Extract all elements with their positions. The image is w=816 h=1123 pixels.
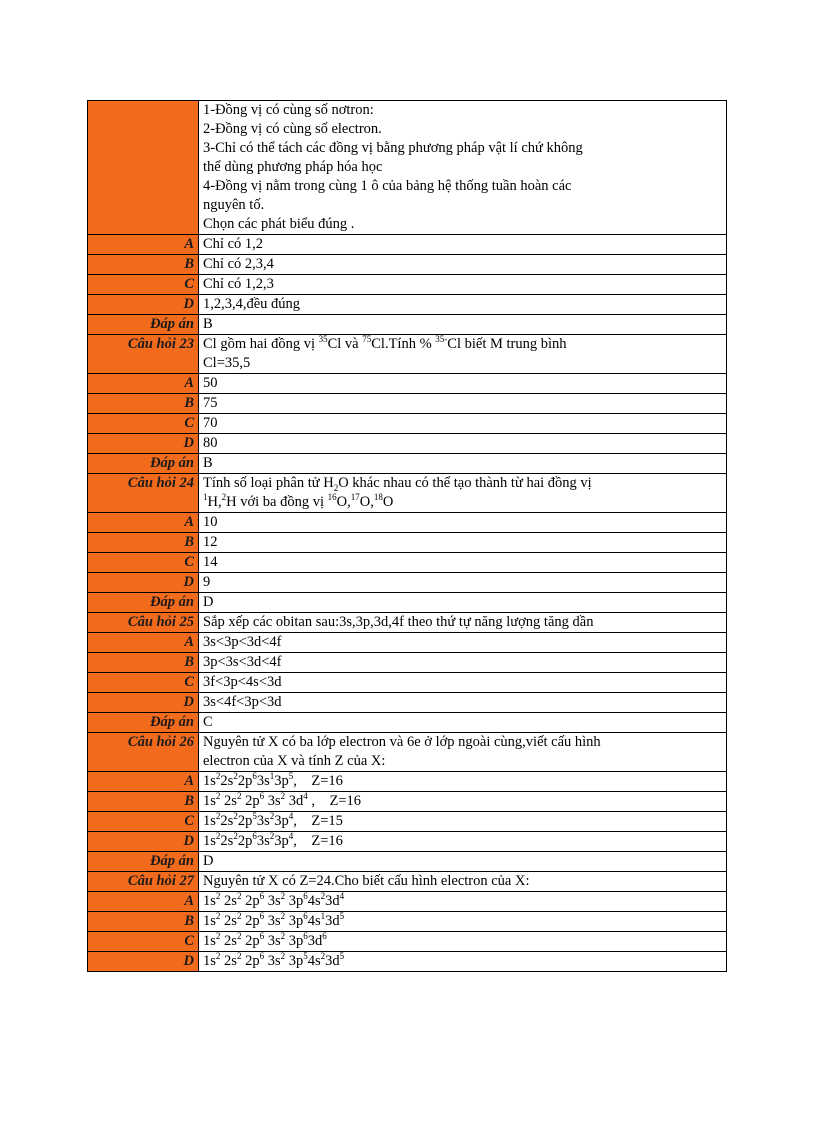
q24-question <box>199 474 727 513</box>
answer-label: Đáp án <box>88 454 199 474</box>
option-label-d: D <box>88 952 199 972</box>
q23-text-1: Cl gồm hai đồng vị <box>203 336 319 352</box>
q23-option-a-text: 50 <box>199 374 727 394</box>
q22-line-7: Chọn các phát biểu đúng . <box>203 216 355 232</box>
q26-question <box>199 733 727 772</box>
q23-text-2: Cl và <box>327 336 363 352</box>
q26-label: Câu hỏi 26 <box>88 733 199 772</box>
q23-option-c-text: 70 <box>199 414 727 434</box>
q22-option-b <box>88 255 727 275</box>
option-label-b: B <box>88 653 199 673</box>
q22-option-a <box>88 235 727 255</box>
option-label-a: A <box>88 633 199 653</box>
q24-option-c-text: 14 <box>199 553 727 573</box>
option-label-a: A <box>88 374 199 394</box>
option-label-b: B <box>88 394 199 414</box>
q24-text-7: O <box>382 494 394 510</box>
q23-text-5: Cl=35,5 <box>203 355 251 371</box>
q26-line-1: Nguyên tử X có ba lớp electron và 6e ở lớp ngoài cùng,viết cấu hình <box>203 734 601 750</box>
q25-answer-text: C <box>199 713 727 733</box>
q27-question: Nguyên tử X có Z=24.Cho biết cấu hình electron của X: <box>199 872 727 892</box>
q25-option-c <box>88 673 727 693</box>
option-label-c: C <box>88 673 199 693</box>
q23-sup-2: 75 <box>362 334 372 345</box>
q27-option-c <box>88 932 727 952</box>
q23-text-4: Cl biết M trung bình <box>447 336 567 352</box>
q24-sup-5: 18 <box>373 492 383 503</box>
q24-answer <box>88 593 727 613</box>
option-label-c: C <box>88 553 199 573</box>
q25-label: Câu hỏi 25 <box>88 613 199 633</box>
q26-option-a-text: $1s^22s^22p^63s^13p^5$, Z=16 <box>199 772 727 792</box>
q27-option-b <box>88 912 727 932</box>
option-label-a: A <box>88 892 199 912</box>
q24-text-1: Tính số loại phân tử H <box>203 475 334 491</box>
q26-answer-text: D <box>199 852 727 872</box>
q26-option-b-text: $1s^2$ $2s^2$ $2p^6$ $3s^2$ $3d^4$ , Z=16 <box>199 792 727 812</box>
q24-sup-1: 1 <box>203 492 208 503</box>
q27-option-d-text: $1s^2$ $2s^2$ $2p^6$ $3s^2$ $3p^54s^23d^5$ <box>199 952 727 972</box>
q27-option-b-text: $1s^2$ $2s^2$ $2p^6$ $3s^2$ $3p^64s^13d^5$ <box>199 912 727 932</box>
q22-line-1: 1-Đồng vị có cùng số nơtron: <box>203 102 374 118</box>
q26-option-d <box>88 832 727 852</box>
q24-option-b <box>88 533 727 553</box>
q23-answer <box>88 454 727 474</box>
q22-option-d-text: 1,2,3,4,đều đúng <box>199 295 727 315</box>
option-label-b: B <box>88 912 199 932</box>
q25-row <box>88 613 727 633</box>
q24-text-2: O khác nhau có thể tạo thành từ hai đồng vị <box>338 475 592 491</box>
option-label-c: C <box>88 932 199 952</box>
q26-answer <box>88 852 727 872</box>
q22-line-2: 2-Đồng vị có cùng số electron. <box>203 121 382 137</box>
option-label-d: D <box>88 295 199 315</box>
q24-row <box>88 474 727 513</box>
q22-option-c-text: Chỉ có 1,2,3 <box>199 275 727 295</box>
answer-label: Đáp án <box>88 593 199 613</box>
q26-option-d-text: $1s^22s^22p^63s^23p^4$, Z=16 <box>199 832 727 852</box>
option-label-c: C <box>88 275 199 295</box>
q22-answer <box>88 315 727 335</box>
q24-option-d-text: 9 <box>199 573 727 593</box>
q25-option-a <box>88 633 727 653</box>
answer-label: Đáp án <box>88 315 199 335</box>
q23-sup-3: 35- <box>435 334 448 345</box>
option-label-c: C <box>88 812 199 832</box>
q22-label-cell <box>88 101 199 235</box>
answer-label: Đáp án <box>88 852 199 872</box>
answer-label: Đáp án <box>88 713 199 733</box>
q27-label: Câu hỏi 27 <box>88 872 199 892</box>
q25-question: Sắp xếp các obitan sau:3s,3p,3d,4f theo thứ tự năng lượng tăng dần <box>199 613 727 633</box>
q23-answer-text: B <box>199 454 727 474</box>
q27-option-a-text: $1s^2$ $2s^2$ $2p^6$ $3s^2$ $3p^64s^23d^4$ <box>199 892 727 912</box>
q25-option-b-text: 3p<3s<3d<4f <box>199 653 727 673</box>
q24-option-b-text: 12 <box>199 533 727 553</box>
q23-label: Câu hỏi 23 <box>88 335 199 374</box>
q23-option-d-text: 80 <box>199 434 727 454</box>
q24-text-4: H với ba đồng vị <box>226 494 328 510</box>
q23-option-d <box>88 434 727 454</box>
option-label-d: D <box>88 434 199 454</box>
option-label-b: B <box>88 255 199 275</box>
q23-option-b-text: 75 <box>199 394 727 414</box>
q25-option-d-text: 3s<4f<3p<3d <box>199 693 727 713</box>
q24-sub-1: 2 <box>333 482 339 493</box>
q25-option-a-text: 3s<3p<3d<4f <box>199 633 727 653</box>
q22-row <box>88 101 727 235</box>
q22-line-3: 3-Chỉ có thể tách các đồng vị bằng phương pháp vật lí chứ không <box>203 140 583 156</box>
q27-option-d <box>88 952 727 972</box>
option-label-d: D <box>88 693 199 713</box>
q24-text-3: H, <box>207 494 222 510</box>
q22-answer-text: B <box>199 315 727 335</box>
q26-option-c-text: $1s^22s^22p^53s^23p^4$, Z=15 <box>199 812 727 832</box>
q24-option-c <box>88 553 727 573</box>
q24-sup-3: 16 <box>327 492 337 503</box>
option-label-d: D <box>88 832 199 852</box>
q22-option-b-text: Chỉ có 2,3,4 <box>199 255 727 275</box>
option-label-a: A <box>88 235 199 255</box>
q24-option-a <box>88 513 727 533</box>
q24-sup-2: 2 <box>221 492 227 503</box>
q24-text-5: O, <box>336 494 351 510</box>
q27-row <box>88 872 727 892</box>
q24-option-d <box>88 573 727 593</box>
q24-sup-4: 17 <box>350 492 360 503</box>
option-label-a: A <box>88 772 199 792</box>
q22-option-a-text: Chỉ có 1,2 <box>199 235 727 255</box>
q25-option-c-text: 3f<3p<4s<3d <box>199 673 727 693</box>
q23-sup-1: 35 <box>318 334 328 345</box>
q24-label: Câu hỏi 24 <box>88 474 199 513</box>
question-table <box>87 100 727 972</box>
q23-question <box>199 335 727 374</box>
q22-line-5: 4-Đồng vị nằm trong cùng 1 ô của bảng hệ thống tuần hoàn các <box>203 178 572 194</box>
q23-option-c <box>88 414 727 434</box>
q26-row <box>88 733 727 772</box>
q24-answer-text: D <box>199 593 727 613</box>
option-label-d: D <box>88 573 199 593</box>
q22-option-c <box>88 275 727 295</box>
q22-line-4: thể dùng phương pháp hóa học <box>203 159 383 175</box>
q25-option-b <box>88 653 727 673</box>
q23-option-b <box>88 394 727 414</box>
option-label-c: C <box>88 414 199 434</box>
q23-option-a <box>88 374 727 394</box>
q23-row <box>88 335 727 374</box>
q24-text-6: O, <box>359 494 374 510</box>
q26-option-a <box>88 772 727 792</box>
q26-option-c <box>88 812 727 832</box>
option-label-b: B <box>88 533 199 553</box>
option-label-a: A <box>88 513 199 533</box>
q23-text-3: Cl.Tính % <box>371 336 436 352</box>
q22-statement <box>199 101 727 235</box>
q22-line-6: nguyên tố. <box>203 197 265 213</box>
option-label-b: B <box>88 792 199 812</box>
q27-option-c-text: $1s^2$ $2s^2$ $2p^6$ $3s^2$ $3p^63d^6$ <box>199 932 727 952</box>
q22-option-d <box>88 295 727 315</box>
q26-option-b <box>88 792 727 812</box>
q25-option-d <box>88 693 727 713</box>
q24-option-a-text: 10 <box>199 513 727 533</box>
q25-answer <box>88 713 727 733</box>
q26-line-2: electron của X và tính Z của X: <box>203 753 386 769</box>
q27-option-a <box>88 892 727 912</box>
